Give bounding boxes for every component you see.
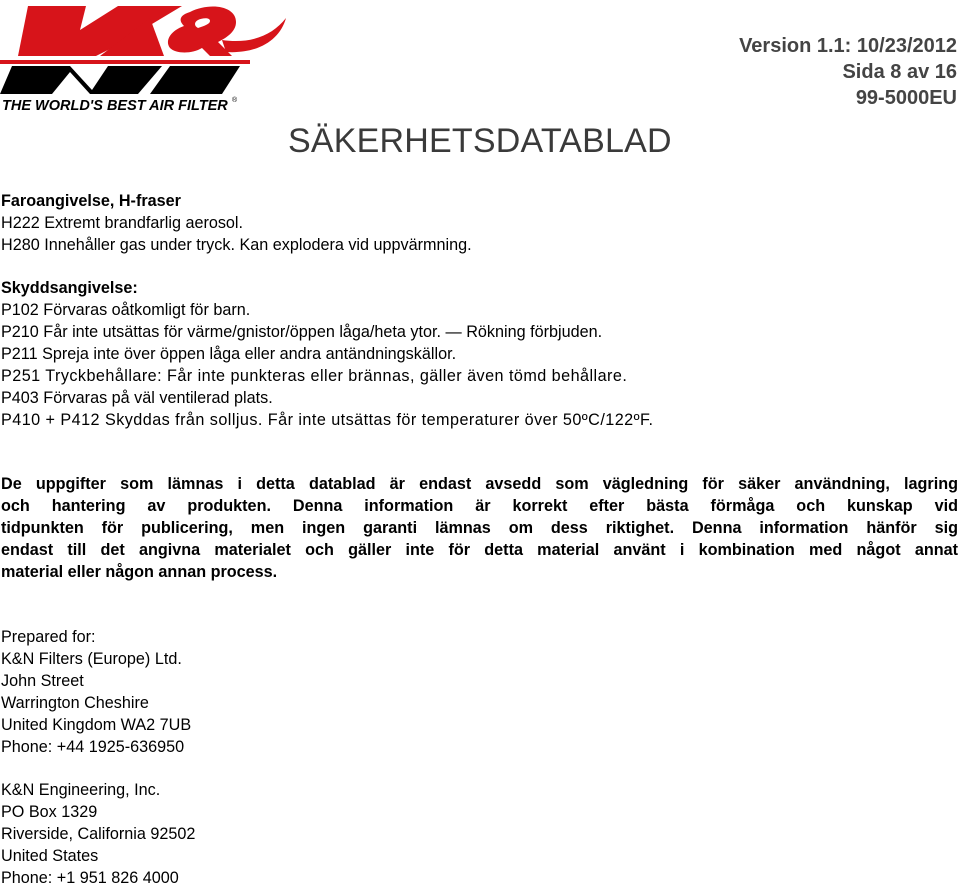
disclaimer-line: material eller någon annan process. (1, 563, 278, 581)
document-number: 99-5000EU (855, 87, 957, 109)
version-text: Version 1.1: 10/23/2012 (739, 35, 957, 57)
precaution-line: P210 Får inte utsättas för värme/gnistor/öppen låga/heta ytor. — Rökning förbjuden. (1, 323, 603, 341)
precaution-heading: Skyddsangivelse: (1, 279, 138, 297)
precautionary-statements (1, 277, 653, 431)
address-line: K&N Engineering, Inc. (1, 781, 161, 799)
phone-line: Phone: +44 1925-636950 (1, 738, 185, 756)
prepared-for-address (1, 626, 191, 758)
document-meta (739, 33, 957, 111)
address-line: Warrington Cheshire (1, 694, 149, 712)
hazard-line: H280 Innehåller gas under tryck. Kan explodera vid uppvärmning. (1, 236, 472, 254)
address-line: John Street (1, 672, 84, 690)
logo-tagline: THE WORLD'S BEST AIR FILTER (2, 98, 228, 114)
disclaimer-line: endast till det angivna materialet och gäller inte för detta material använt i kombination med något annat (1, 541, 958, 559)
page-title: SÄKERHETSDATABLAD (288, 122, 672, 160)
hazard-line: H222 Extremt brandfarlig aerosol. (1, 214, 244, 232)
disclaimer-line: tidpunkten för publicering, men ingen garanti lämnas om dess riktighet. Denna information hänför sig (1, 519, 958, 537)
hazard-heading: Faroangivelse, H-fraser (1, 192, 181, 210)
page-number: Sida 8 av 16 (842, 61, 957, 83)
precaution-line: P410 + P412 Skyddas från solljus. Får inte utsättas för temperaturer över 50ºC/122ºF. (1, 411, 654, 429)
hazard-statements (1, 190, 472, 256)
precaution-line: P102 Förvaras oåtkomligt för barn. (1, 301, 251, 319)
precaution-line: P211 Spreja inte över öppen låga eller andra antändningskällor. (1, 345, 457, 363)
address-line: United States (1, 847, 99, 865)
address-line: Riverside, California 92502 (1, 825, 196, 843)
disclaimer-line: och hantering av produkten. Denna information är korrekt efter bästa förmåga och kunskap vid (1, 497, 958, 515)
address-line: PO Box 1329 (1, 803, 98, 821)
disclaimer-line: De uppgifter som lämnas i detta datablad är endast avsedd som vägledning för säker användning, lagring (1, 475, 958, 493)
prepared-for-label: Prepared for: (1, 628, 96, 646)
address-line: K&N Filters (Europe) Ltd. (1, 650, 182, 668)
us-office-address (1, 779, 195, 889)
phone-line: Phone: +1 951 826 4000 (1, 869, 179, 887)
precaution-line: P403 Förvaras på väl ventilerad plats. (1, 389, 273, 407)
kn-logo (0, 0, 290, 118)
disclaimer (1, 473, 958, 583)
precaution-line: P251 Tryckbehållare: Får inte punkteras eller brännas, gäller även tömd behållare. (1, 367, 628, 385)
address-line: United Kingdom WA2 7UB (1, 716, 192, 734)
svg-text:®: ® (232, 97, 238, 104)
